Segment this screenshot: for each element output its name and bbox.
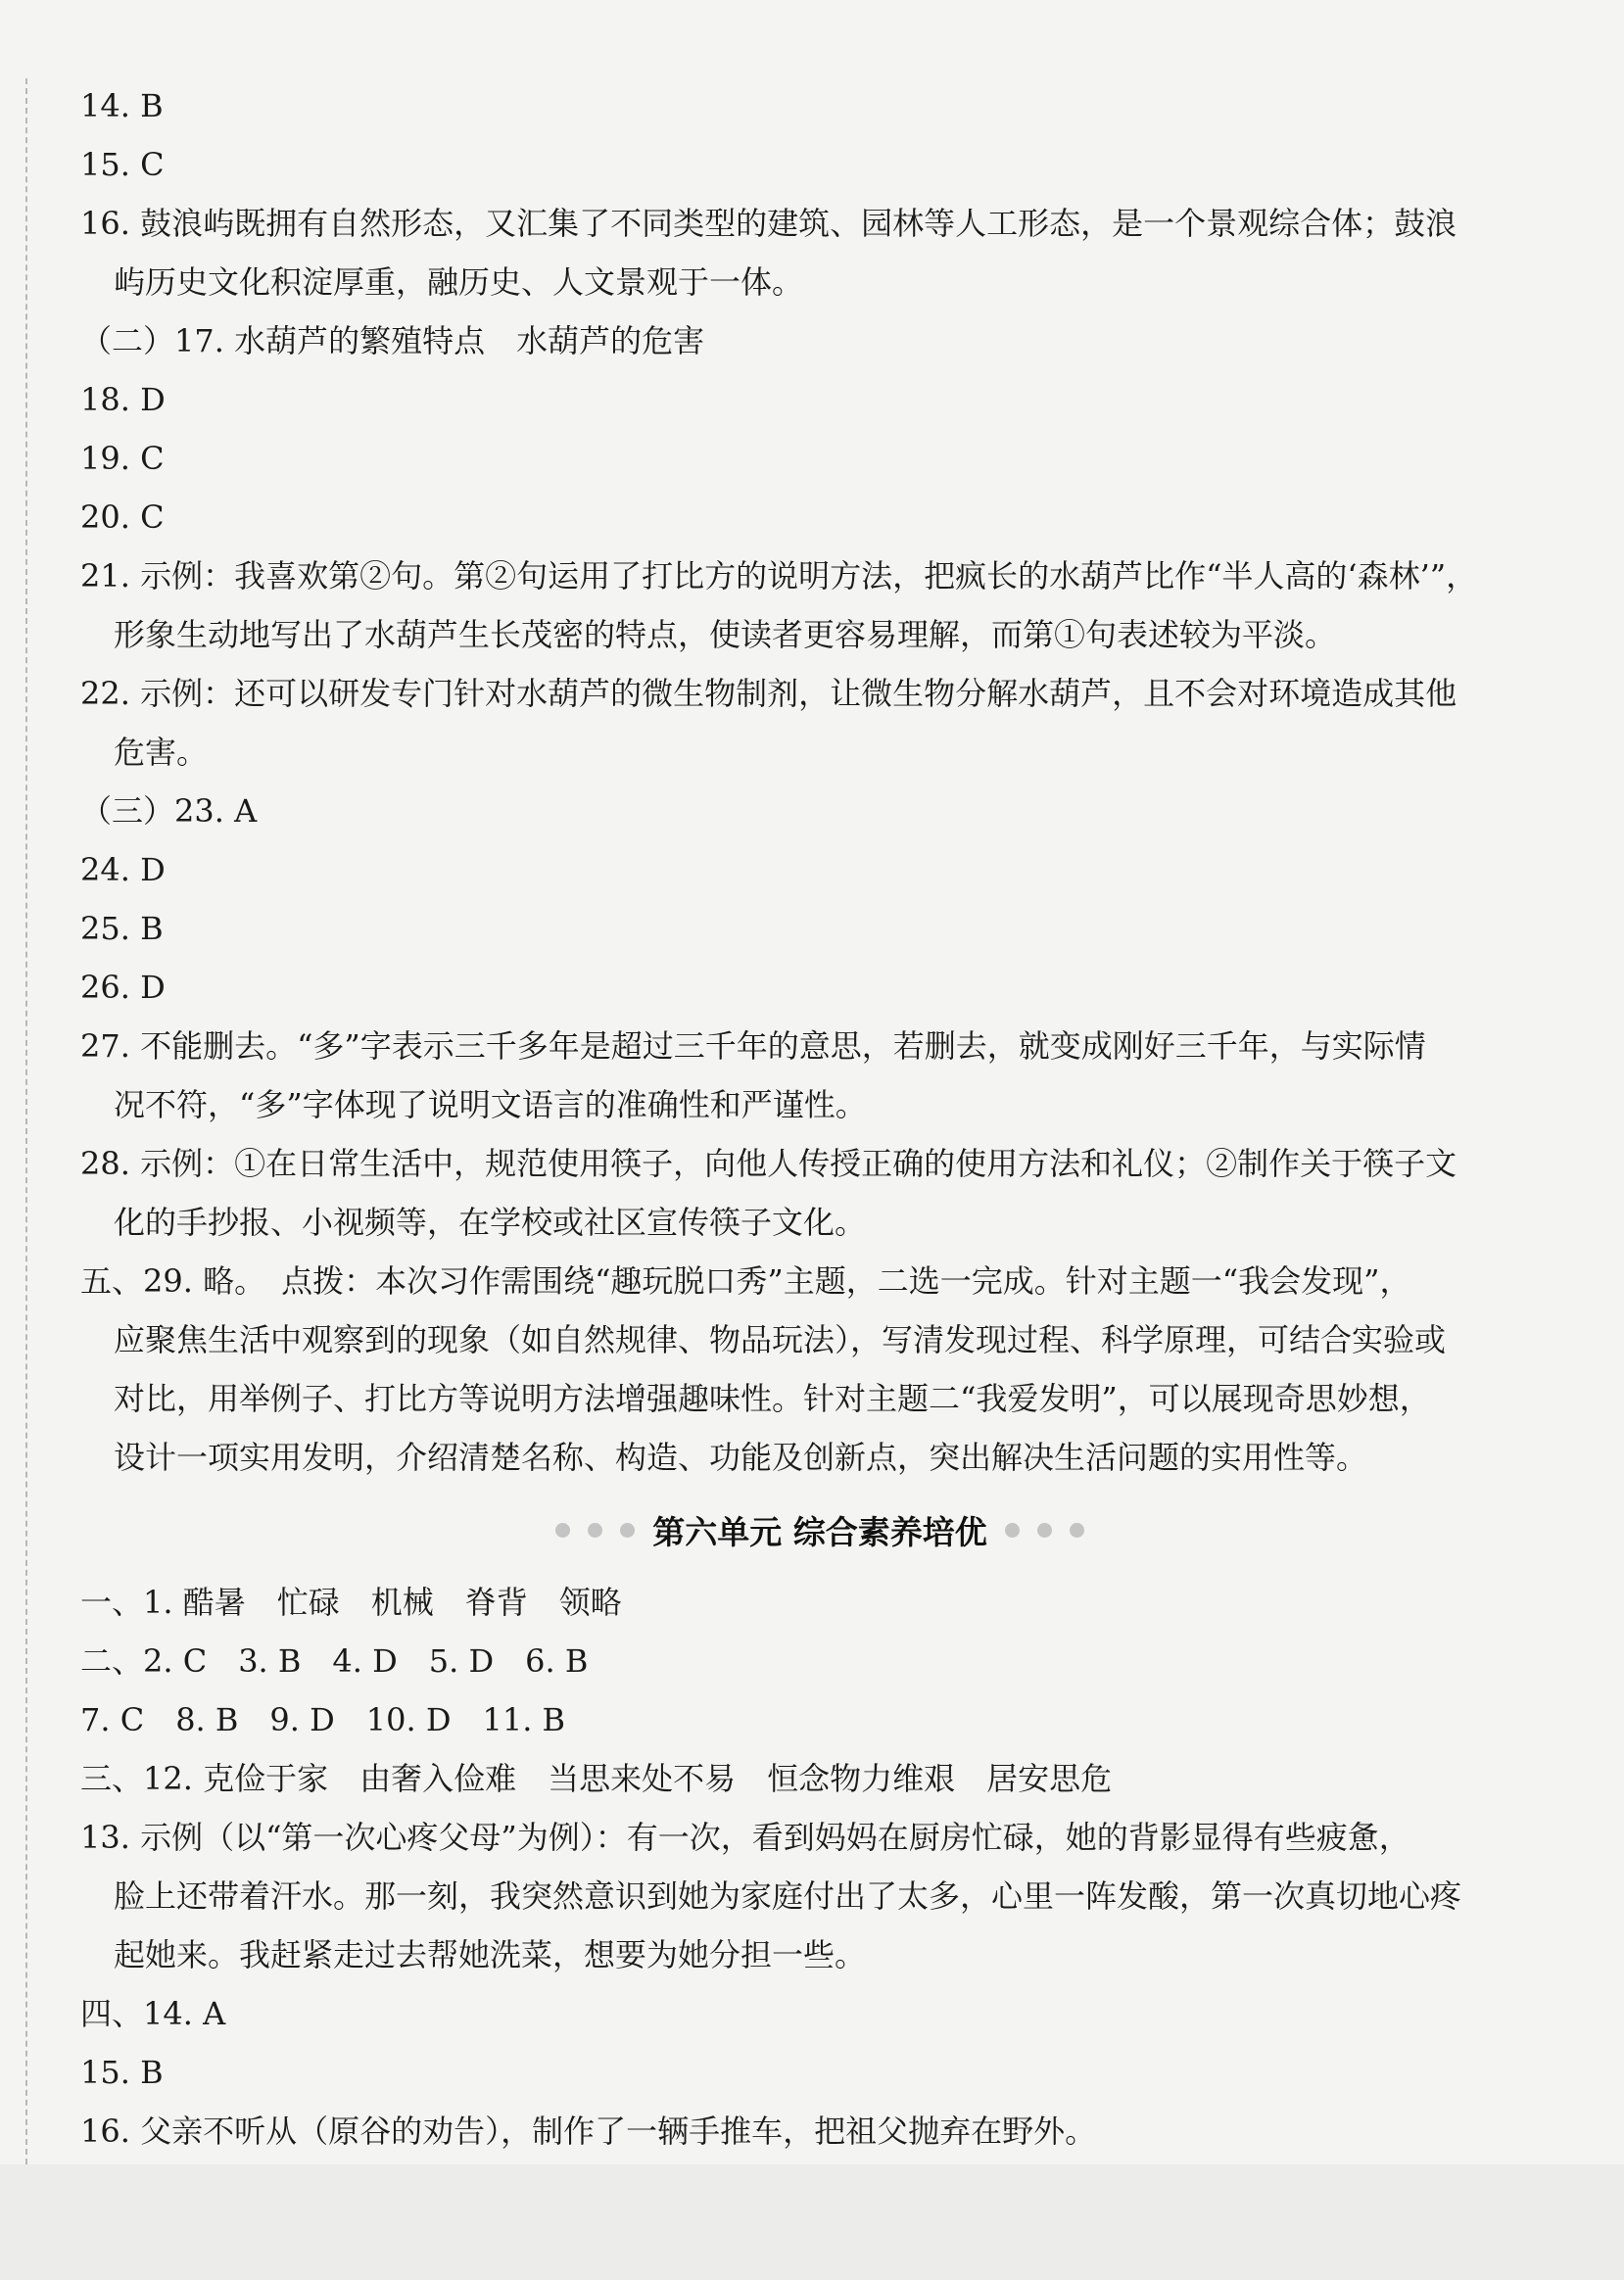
answer-line: 26. D xyxy=(80,969,166,1006)
answer-line: 形象生动地写出了水葫芦生长茂密的特点，使读者更容易理解，而第①句表述较为平淡。 xyxy=(114,616,1337,653)
left-dots-ornament xyxy=(555,1523,635,1538)
answer-line: 18. D xyxy=(80,381,166,418)
right-dots-ornament xyxy=(1005,1523,1084,1538)
answers-unit-five xyxy=(80,76,1559,1487)
answer-line: 对比，用举例子、打比方等说明方法增强趣味性。针对主题二“我爱发明”，可以展现奇思妙想， xyxy=(114,1380,1431,1417)
answer-line: 五、29. 略。 点拨：本次习作需围绕“趣玩脱口秀”主题，二选一完成。针对主题一“我会发现”， xyxy=(80,1262,1411,1300)
answer-line: 三、12. 克俭于家 由奢入俭难 当思来处不易 恒念物力维艰 居安思危 xyxy=(80,1760,1113,1797)
answer-line: 25. B xyxy=(80,910,164,947)
answer-line: 16. 父亲不听从（原谷的劝告），制作了一辆手推车，把祖父抛弃在野外。 xyxy=(80,2113,1097,2150)
answer-line: 24. D xyxy=(80,851,166,888)
answer-line: 28. 示例：①在日常生活中，规范使用筷子，向他人传授正确的使用方法和礼仪；②制作关于筷子文 xyxy=(80,1145,1457,1182)
page-footer-area xyxy=(0,2164,1624,2280)
answer-line: 脸上还带着汗水。那一刻，我突然意识到她为家庭付出了太多，心里一阵发酸，第一次真切地心疼 xyxy=(114,1877,1462,1915)
answer-line: 15. C xyxy=(80,146,165,183)
answer-line: 20. C xyxy=(80,499,165,536)
answer-line: 屿历史文化积淀厚重，融历史、人文景观于一体。 xyxy=(114,263,804,301)
answer-line: 22. 示例：还可以研发专门针对水葫芦的微生物制剂，让微生物分解水葫芦，且不会对环境造成其他 xyxy=(80,675,1457,712)
answer-line: 化的手抄报、小视频等，在学校或社区宣传筷子文化。 xyxy=(114,1204,867,1241)
answer-line: （二）17. 水葫芦的繁殖特点 水葫芦的危害 xyxy=(80,322,705,359)
section-header xyxy=(80,1487,1559,1573)
answer-line: 16. 鼓浪屿既拥有自然形态，又汇集了不同类型的建筑、园林等人工形态，是一个景观综合体；鼓浪 xyxy=(80,205,1457,242)
answer-line: 7. C 8. B 9. D 10. D 11. B xyxy=(80,1701,566,1738)
answer-line: 15. B xyxy=(80,2054,164,2091)
answer-line: 四、14. A xyxy=(80,1995,226,2032)
answer-line: 21. 示例：我喜欢第②句。第②句运用了打比方的说明方法，把疯长的水葫芦比作“半人高的‘森林’”， xyxy=(80,557,1478,594)
answers-unit-six xyxy=(80,1573,1559,2161)
answer-line: 19. C xyxy=(80,440,165,477)
answer-line: 一、1. 酷暑 忙碌 机械 脊背 领略 xyxy=(80,1584,622,1621)
binding-dashed-rule xyxy=(25,78,27,2174)
section-title: 第六单元 综合素养培优 xyxy=(652,1512,987,1551)
answer-content xyxy=(80,76,1559,2161)
answer-line: 起她来。我赶紧走过去帮她洗菜，想要为她分担一些。 xyxy=(114,1936,867,1973)
answer-line: 14. B xyxy=(80,87,164,124)
answer-line: （三）23. A xyxy=(80,792,258,830)
answer-line: 危害。 xyxy=(114,734,209,771)
answer-line: 二、2. C 3. B 4. D 5. D 6. B xyxy=(80,1642,589,1680)
answer-line: 13. 示例（以“第一次心疼父母”为例）：有一次，看到妈妈在厨房忙碌，她的背影显得有些疲惫， xyxy=(80,1819,1410,1856)
answer-line: 设计一项实用发明，介绍清楚名称、构造、功能及创新点，突出解决生活问题的实用性等。 xyxy=(114,1439,1368,1476)
answer-line: 况不符，“多”字体现了说明文语言的准确性和严谨性。 xyxy=(114,1086,867,1123)
answer-line: 应聚焦生活中观察到的现象（如自然规律、物品玩法），写清发现过程、科学原理，可结合实验或 xyxy=(114,1321,1447,1358)
answer-line: 27. 不能删去。“多”字表示三千多年是超过三千年的意思，若删去，就变成刚好三千年，与实际情 xyxy=(80,1027,1426,1065)
